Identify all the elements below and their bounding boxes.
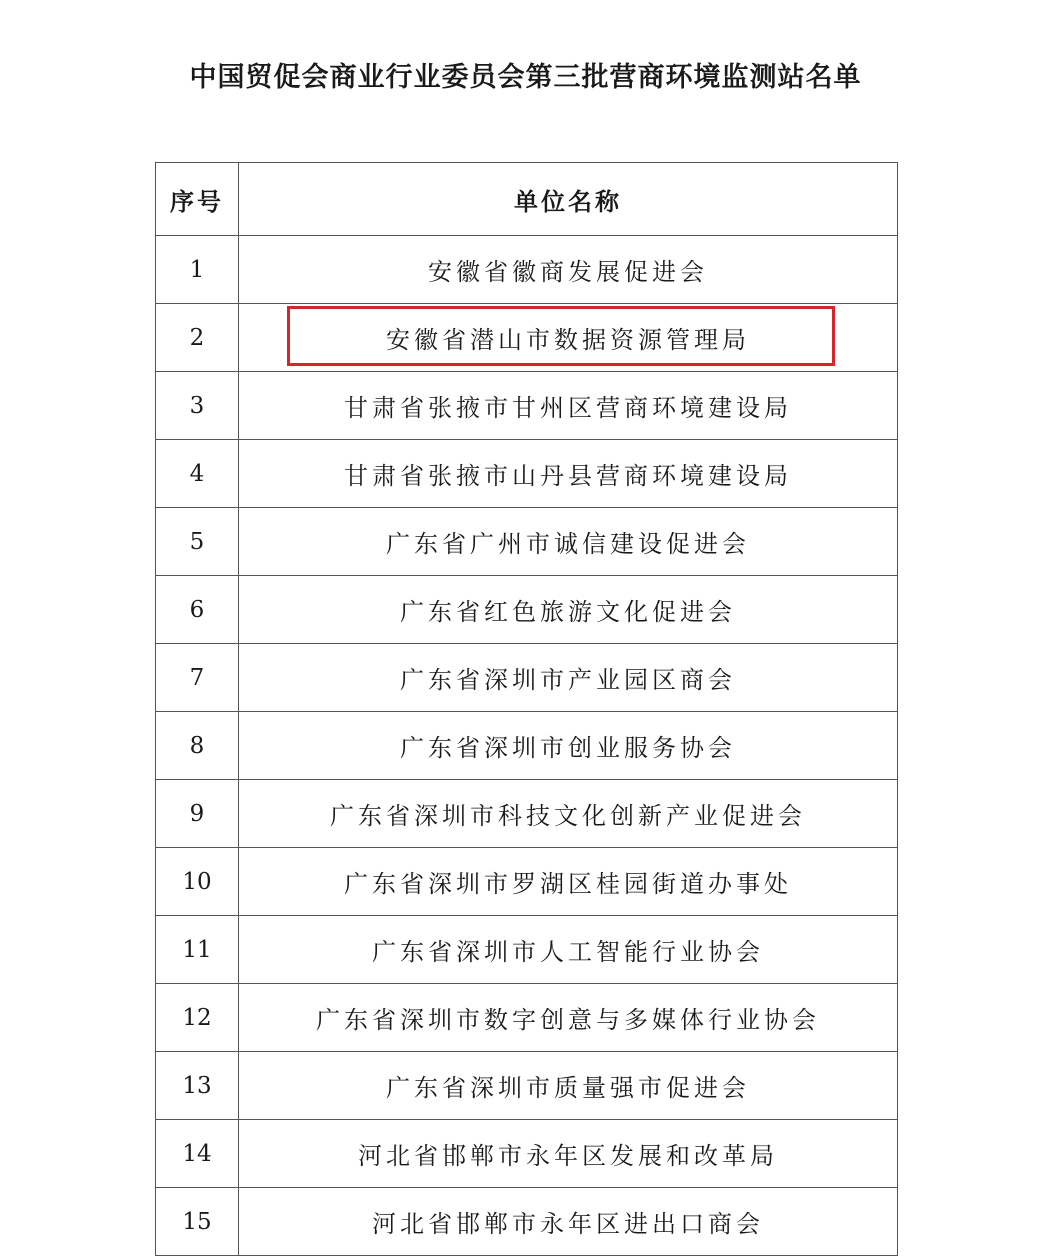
table-row — [156, 848, 898, 916]
table-row — [156, 780, 898, 848]
row-number: 14 — [156, 1120, 239, 1188]
header-serial-number: 序号 — [156, 163, 239, 236]
row-number: 15 — [156, 1188, 239, 1256]
row-number: 11 — [156, 916, 239, 984]
table-row — [156, 984, 898, 1052]
row-unit-name: 安徽省潜山市数据资源管理局 — [239, 304, 898, 372]
row-number: 4 — [156, 440, 239, 508]
row-unit-name: 甘肃省张掖市甘州区营商环境建设局 — [239, 372, 898, 440]
row-number: 2 — [156, 304, 239, 372]
row-unit-name: 广东省深圳市创业服务协会 — [239, 712, 898, 780]
monitoring-station-table — [155, 162, 898, 1256]
row-number: 13 — [156, 1052, 239, 1120]
table-row — [156, 1120, 898, 1188]
row-number: 9 — [156, 780, 239, 848]
row-number: 3 — [156, 372, 239, 440]
table-row — [156, 1052, 898, 1120]
row-number: 12 — [156, 984, 239, 1052]
row-unit-name: 广东省深圳市科技文化创新产业促进会 — [239, 780, 898, 848]
row-number: 5 — [156, 508, 239, 576]
row-number: 7 — [156, 644, 239, 712]
row-unit-name: 广东省深圳市产业园区商会 — [239, 644, 898, 712]
row-unit-name: 甘肃省张掖市山丹县营商环境建设局 — [239, 440, 898, 508]
row-unit-name: 安徽省徽商发展促进会 — [239, 236, 898, 304]
row-unit-name: 广东省深圳市数字创意与多媒体行业协会 — [239, 984, 898, 1052]
row-unit-name: 广东省深圳市人工智能行业协会 — [239, 916, 898, 984]
table-row — [156, 576, 898, 644]
row-unit-name: 河北省邯郸市永年区发展和改革局 — [239, 1120, 898, 1188]
row-number: 1 — [156, 236, 239, 304]
table-row — [156, 440, 898, 508]
header-unit-name: 单位名称 — [239, 163, 898, 236]
table-row — [156, 1188, 898, 1256]
row-unit-name: 广东省深圳市质量强市促进会 — [239, 1052, 898, 1120]
table-row — [156, 372, 898, 440]
table-row — [156, 644, 898, 712]
row-number: 8 — [156, 712, 239, 780]
table-row — [156, 712, 898, 780]
page-title: 中国贸促会商业行业委员会第三批营商环境监测站名单 — [189, 62, 862, 93]
table-header-row — [156, 163, 898, 236]
row-number: 10 — [156, 848, 239, 916]
row-unit-name: 广东省红色旅游文化促进会 — [239, 576, 898, 644]
table-row — [156, 236, 898, 304]
row-number: 6 — [156, 576, 239, 644]
table-row — [156, 916, 898, 984]
table-row — [156, 508, 898, 576]
row-unit-name: 广东省广州市诚信建设促进会 — [239, 508, 898, 576]
table-row-highlighted — [156, 304, 898, 372]
row-unit-name: 广东省深圳市罗湖区桂园街道办事处 — [239, 848, 898, 916]
row-unit-name: 河北省邯郸市永年区进出口商会 — [239, 1188, 898, 1256]
